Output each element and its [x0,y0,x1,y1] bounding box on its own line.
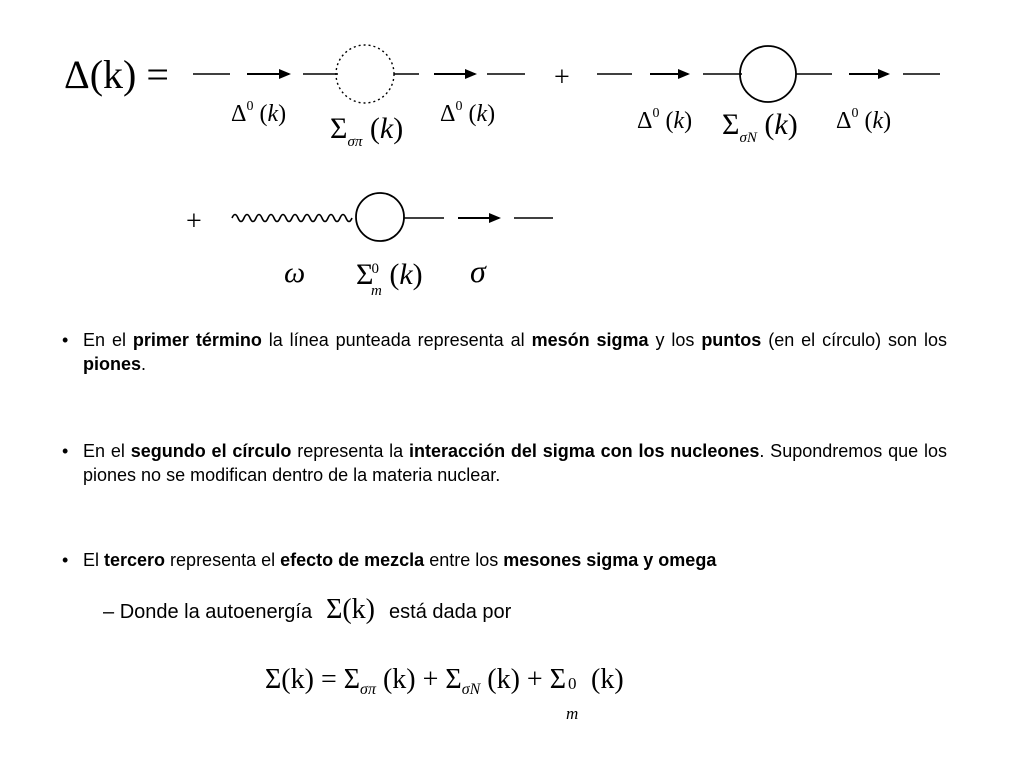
formula-term1-arg: (k) + [375,664,446,695]
term1-left-propagator-label: $\Delta^0$ (k) [231,99,287,127]
bullet-bold-run: efecto de mezcla [280,550,425,570]
bullet-text [83,328,947,376]
formula-term3-arg: (k) [584,664,624,695]
bullet-bold-run: mesón sigma [531,330,649,350]
bullet-text [83,548,947,572]
formula-term3-sigma: Σ [549,664,567,695]
bullet-text-run: entre los [424,550,504,570]
bullet-text-run: El [83,550,105,570]
formula-lhs: Σ(k) = [265,664,344,695]
bullet-bold-run: tercero [104,550,166,570]
term2-left-propagator-label: $\Delta^0$ (k) [637,106,693,134]
formula-term2-subscript: σN [461,681,481,698]
formula-term3-superscript: 0 [568,674,577,693]
bullet-marker: • [62,330,69,350]
lhs-delta-k: Δ(k) = [64,52,169,97]
plus-sign: + [554,62,570,93]
term1-self-energy-label: $\Sigma_{\sigma\pi}$ (k) [330,112,404,150]
bullet-marker: • [62,441,69,461]
self-energy-formula [265,664,624,723]
bullet-bold-run: primer término [132,330,262,350]
formula-term2-sigma: Σ [445,664,462,695]
sub-text-before: Donde la autoenergía [119,601,313,623]
sigma-label: σ [470,253,486,289]
bullet-3 [62,548,947,572]
sub-point [103,596,511,626]
formula-term1-subscript: σπ [360,681,376,698]
mixing-loop-circle [356,193,404,241]
term2-diagram [597,46,940,102]
bullet-text-run: . [141,354,147,374]
bullet-text-run: la línea punteada representa al [261,330,532,350]
bullet-text-run: (en el círculo) son los [761,330,947,350]
bullet-text-run: . Supondremos que los piones no se modifican dentro de la materia nuclear. [83,441,947,485]
bullet-bold-run: puntos [701,330,762,350]
term1-diagram [193,45,525,103]
formula-term1-sigma: Σ [343,664,361,695]
bullet-marker: • [62,550,69,570]
omega-wavy-line [232,215,352,222]
bullet-bold-run: interacción del sigma con los nucleones [409,441,760,461]
pion-loop-dotted-circle [336,45,394,103]
sub-text-after: está dada por [389,601,512,623]
bullet-bold-run: piones [83,354,142,374]
bullet-text [83,439,947,487]
bullet-text-run: representa la [291,441,410,461]
term2-self-energy-label: $\Sigma_{\sigma N}$ (k) [722,108,798,146]
feynman-diagram [0,0,1024,320]
omega-label: ω [284,256,306,289]
bullet-2 [62,439,947,487]
bullet-bold-run: mesones sigma y omega [503,550,717,570]
bullet-text-run: representa el [165,550,281,570]
sub-dash: – [103,601,115,623]
term3-self-energy-label: Σ0 m (k) [356,258,423,299]
formula-term2-arg: (k) + [480,664,550,695]
term3-diagram [232,193,553,241]
sub-symbol: Σ(k) [326,594,376,625]
term1-right-propagator-label: $\Delta^0$ (k) [440,99,496,127]
bullet-1 [62,328,947,376]
term2-right-propagator-label: $\Delta^0$ (k) [836,106,892,134]
bullet-text-run: En el [83,441,131,461]
plus-sign: + [186,206,202,237]
nucleon-loop-circle [740,46,796,102]
formula-term3-subscript: m [566,704,579,723]
bullet-text-run: y los [648,330,702,350]
bullet-text-run: En el [83,330,133,350]
bullet-bold-run: segundo el círculo [130,441,292,461]
